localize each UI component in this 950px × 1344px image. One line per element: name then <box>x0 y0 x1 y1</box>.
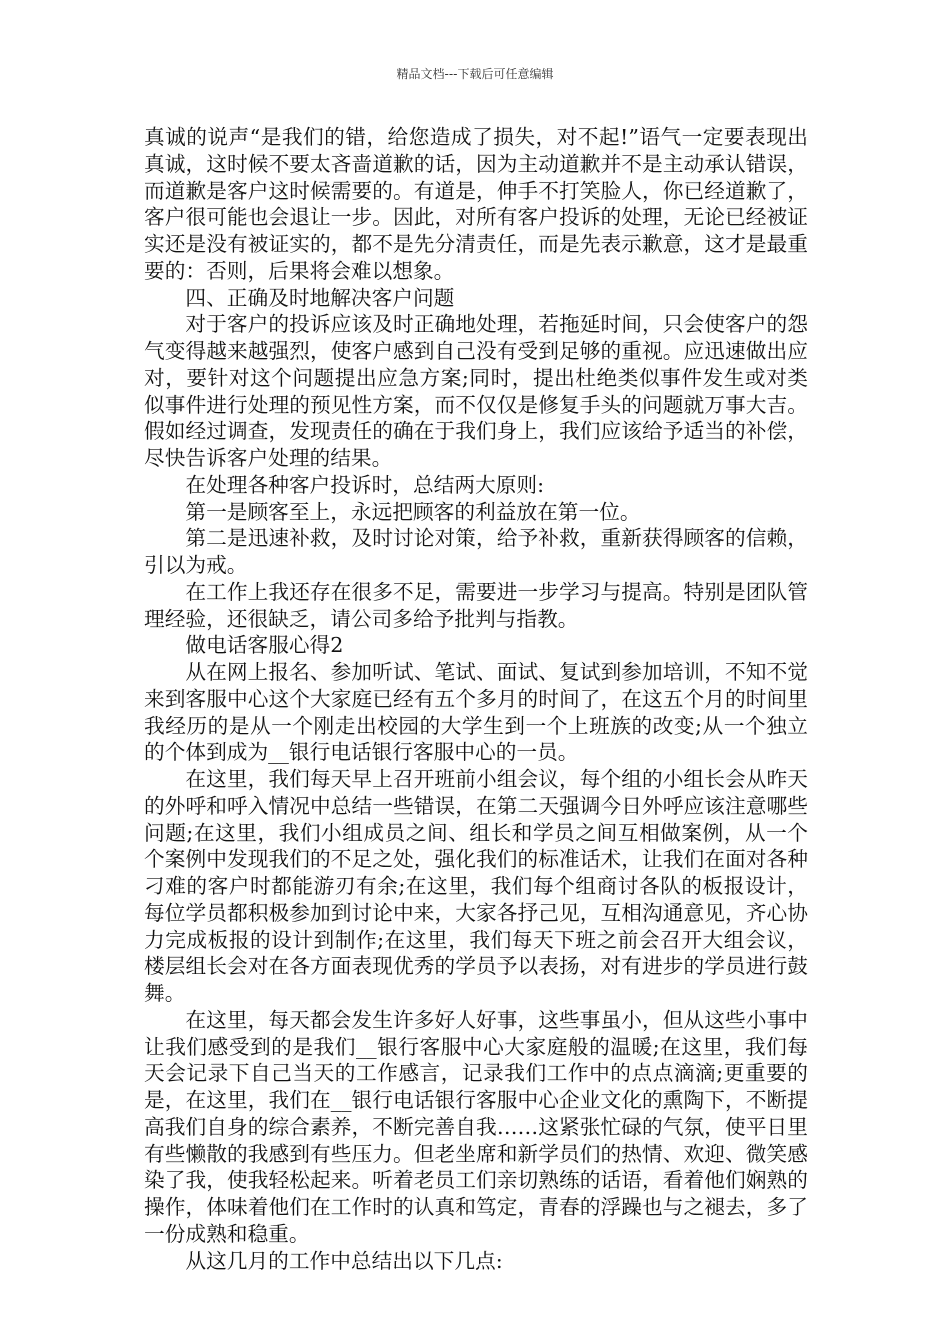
paragraph-timely-handling: 对于客户的投诉应该及时正确地处理，若拖延时间，只会使客户的怨气变得越来越强烈，使客户感到自己没有受到足够的重视。应迅速做出应对，要针对这个问题提出应急方案;同时，提出杜绝类似事件发生或对类似事件进行处理的预见性方案，而不仅仅是修复手头的问题就万事大吉。假如经过调查，发现责任的确在于我们身上，我们应该给予适当的补偿，尽快告诉客户处理的结果。 <box>144 312 808 470</box>
document-body <box>144 124 808 1274</box>
paragraph-shortcomings: 在工作上我还存在很多不足，需要进一步学习与提高。特别是团队管理经验，还很缺乏，请公司多给予批判与指教。 <box>144 579 808 631</box>
section-heading-experience-2: 做电话客服心得2 <box>185 633 344 658</box>
paragraph-principle-two: 第二是迅速补救，及时讨论对策，给予补救，重新获得顾客的信赖，引以为戒。 <box>144 526 808 577</box>
paragraph-two-principles: 在处理各种客户投诉时，总结两大原则: <box>185 472 545 497</box>
paragraph-warmth: 在这里，每天都会发生许多好人好事，这些事虽小，但从这些小事中让我们感受到的是我们__银行客服中心大家庭般的温暖;在这里，我们每天会记录下自己当天的工作感言，记录我们工作中的点点滴滴;更重要的是，在这里，我们在__银行电话银行客服中心企业文化的熏陶下，不断提高我们自身的综合素养，不断完善自我……这紧张忙碌的气氛，使平日里有些懒散的我感到有些压力。但老坐席和新学员们的热情、欢迎、微笑感染了我，使我轻松起来。听着老员工们亲切熟练的话语，看着他们娴熟的操作，体味着他们在工作时的认真和笃定，青春的浮躁也与之褪去，多了一份成熟和稳重。 <box>144 1007 808 1246</box>
paragraph-daily-meetings: 在这里，我们每天早上召开班前小组会议，每个组的小组长会从昨天的外呼和呼入情况中总结一些错误，在第二天强调今日外呼应该注意哪些问题;在这里，我们小组成员之间、组长和学员之间互相做案例，从一个个案例中发现我们的不足之处，强化我们的标准话术，让我们在面对各种刁难的客户时都能游刃有余;在这里，我们每个组商讨各队的板报设计，每位学员都积极参加到讨论中来，大家各抒己见，互相沟通意见，齐心协力完成板报的设计到制作;在这里，我们每天下班之前会召开大组会议，楼层组长会对在各方面表现优秀的学员予以表扬，对有进步的学员进行鼓舞。 <box>144 767 808 1005</box>
page-header: 精品文档---下载后可任意编辑 <box>396 67 554 81</box>
paragraph-summary-intro: 从这几月的工作中总结出以下几点: <box>185 1248 503 1273</box>
section-heading-resolve-problems: 四、正确及时地解决客户问题 <box>185 285 455 310</box>
paragraph-joining: 从在网上报名、参加听试、笔试、面试、复试到参加培训，不知不觉来到客服中心这个大家庭已经有五个多月的时间了，在这五个月的时间里我经历的是从一个刚走出校园的大学生到一个上班族的改变;从一个独立的个体到成为__银行电话银行客服中心的一员。 <box>144 660 808 765</box>
paragraph-apology-continued: 真诚的说声“是我们的错，给您造成了损失，对不起!”语气一定要表现出真诚，这时候不要太吝啬道歉的话，因为主动道歉并不是主动承认错误，而道歉是客户这时候需要的。有道是，伸手不打笑脸人，你已经道歉了，客户很可能也会退让一步。因此，对所有客户投诉的处理，无论已经被证实还是没有被证实的，都不是先分清责任，而是先表示歉意，这才是最重要的：否则，后果将会难以想象。 <box>144 125 808 283</box>
paragraph-principle-one: 第一是顾客至上，永远把顾客的利益放在第一位。 <box>185 499 641 524</box>
